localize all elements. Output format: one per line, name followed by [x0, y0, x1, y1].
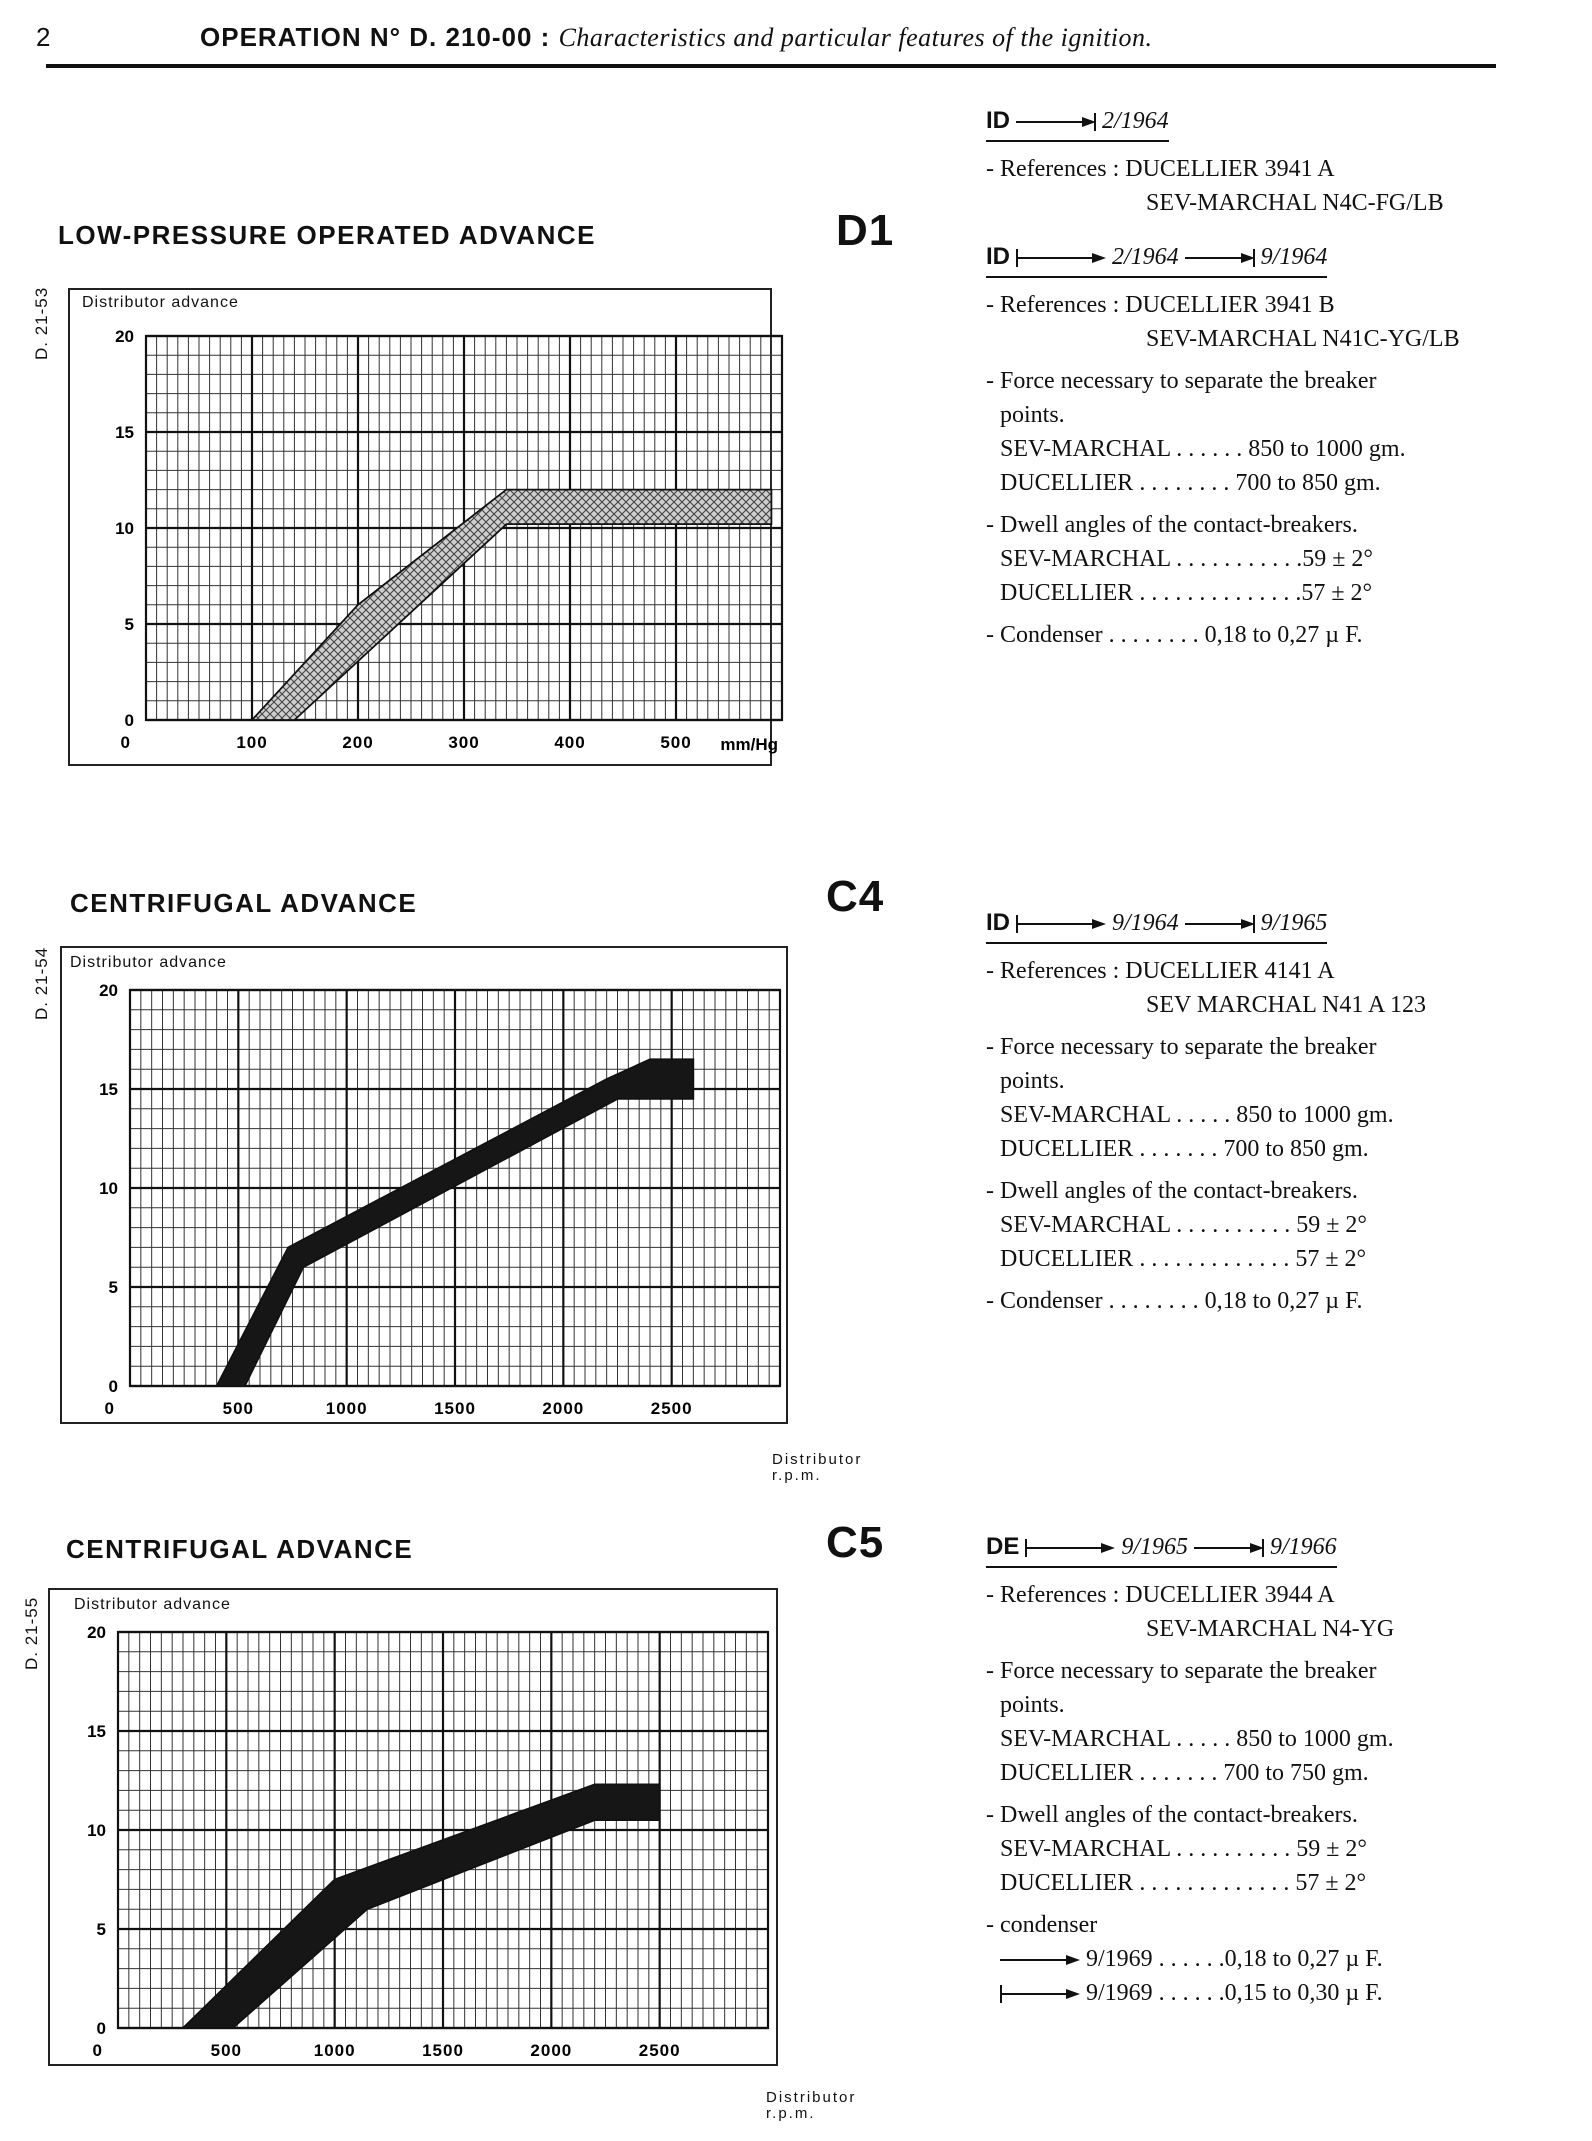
spec-subline: DUCELLIER . . . . . . . 700 to 850 gm.	[1000, 1136, 1369, 1162]
info-block-2	[986, 240, 1576, 652]
spec-subline: DUCELLIER . . . . . . . . 700 to 850 gm.	[1000, 470, 1381, 496]
chart-grid	[130, 990, 780, 1386]
y-tick-label: 10	[87, 1821, 106, 1840]
reference-period-underline	[986, 906, 1327, 944]
y-tick-label: 0	[108, 1377, 118, 1396]
arrow-icon	[1194, 1543, 1264, 1553]
spec-line: - condenser	[986, 1912, 1098, 1938]
section-code-d1: D1	[836, 206, 895, 255]
x-tick-label: 0	[104, 1399, 114, 1418]
spec-line: - Force necessary to separate the breaker	[986, 368, 1377, 394]
x-tick-label: 1500	[422, 2041, 464, 2060]
x-tick-label: 2000	[542, 1399, 585, 1418]
chart-c5	[50, 1590, 776, 2064]
info-block-4	[986, 1530, 1576, 2010]
reference-period	[986, 906, 1576, 944]
section-code-c5: C5	[826, 1518, 885, 1567]
chart-xlabel-c5: Distributor r.p.m.	[766, 2089, 857, 2122]
reference-period-underline	[986, 1530, 1337, 1568]
date-to: 9/1964	[1254, 244, 1328, 270]
date-to: 9/1966	[1264, 1534, 1337, 1560]
spec-subline: SEV MARCHAL N41 A 123	[1146, 992, 1427, 1018]
section-code-c4: C4	[826, 872, 885, 921]
section-title-c4: CENTRIFUGAL ADVANCE	[70, 888, 418, 918]
y-tick-label: 20	[87, 1623, 106, 1642]
x-unit-label: mm/Hg	[720, 735, 778, 754]
side-label-c5: D. 21-55	[22, 1596, 41, 1670]
x-tick-label: 200	[342, 733, 374, 752]
spec-line: - Dwell angles of the contact-breakers.	[986, 512, 1358, 538]
y-tick-label: 10	[99, 1179, 118, 1198]
x-tick-label: 2000	[530, 2041, 573, 2060]
chart-ylabel-c4: Distributor advance	[70, 954, 227, 971]
spec-subline: SEV-MARCHAL . . . . . 850 to 1000 gm.	[1000, 1726, 1394, 1752]
condenser-spec	[986, 1942, 1576, 1976]
spec-line: - References : DUCELLIER 3944 A	[986, 1582, 1335, 1608]
x-tick-label: 400	[554, 733, 586, 752]
page-subtitle: Characteristics and particular features of the ignition.	[558, 23, 1153, 52]
spec-subline: SEV-MARCHAL . . . . . . . . . . 59 ± 2°	[1000, 1212, 1368, 1238]
arrow-icon	[1025, 1543, 1115, 1553]
condenser-value: 9/1969 . . . . . .0,15 to 0,30 µ F.	[1080, 1980, 1383, 2006]
spec-line: - Condenser . . . . . . . . 0,18 to 0,27 µ F.	[986, 622, 1363, 648]
chart-box-c5	[48, 1588, 778, 2066]
x-tick-label: 500	[660, 733, 692, 752]
chart-grid	[118, 1632, 768, 2028]
spec-subline: points.	[1000, 1692, 1065, 1718]
side-label-c4: D. 21-54	[32, 946, 51, 1020]
y-tick-label: 10	[115, 519, 134, 538]
model-id: DE	[986, 1533, 1020, 1560]
chart-d1	[70, 290, 778, 764]
x-tick-label: 1000	[325, 1399, 368, 1418]
arrow-icon	[1016, 919, 1106, 929]
x-tick-label: 0	[92, 2041, 102, 2060]
chart-box-d1	[68, 288, 778, 766]
header-rule	[46, 64, 1496, 68]
reference-period	[986, 1530, 1576, 1568]
x-tick-label: 300	[448, 733, 480, 752]
info-block-1	[986, 104, 1576, 220]
chart-box-c4	[60, 946, 788, 1424]
spec-subline: DUCELLIER . . . . . . . 700 to 750 gm.	[1000, 1760, 1369, 1786]
date-to: 2/1964	[1096, 108, 1169, 134]
y-tick-label: 20	[115, 327, 134, 346]
y-tick-label: 15	[99, 1080, 118, 1099]
reference-period-underline	[986, 240, 1327, 278]
spec-subline: SEV-MARCHAL N4C-FG/LB	[1146, 190, 1444, 216]
spec-subline: SEV-MARCHAL . . . . . 850 to 1000 gm.	[1000, 1102, 1394, 1128]
spec-line: - References : DUCELLIER 3941 B	[986, 292, 1335, 318]
reference-period-underline	[986, 104, 1169, 142]
condenser-value: 9/1969 . . . . . .0,18 to 0,27 µ F.	[1080, 1946, 1383, 1972]
spec-line: - Dwell angles of the contact-breakers.	[986, 1802, 1358, 1828]
arrow-icon	[1016, 117, 1096, 127]
chart-ylabel-d1: Distributor advance	[82, 294, 239, 311]
x-tick-label: 100	[236, 733, 268, 752]
reference-period	[986, 104, 1576, 142]
spec-subline: points.	[1000, 1068, 1065, 1094]
arrow-icon	[1000, 1989, 1080, 1999]
spec-line: - References : DUCELLIER 4141 A	[986, 958, 1335, 984]
spec-subline: points.	[1000, 402, 1065, 428]
y-tick-label: 5	[124, 615, 134, 634]
x-tick-label: 500	[210, 2041, 243, 2060]
spec-line: - Condenser . . . . . . . . 0,18 to 0,27 µ F.	[986, 1288, 1363, 1314]
spec-subline: SEV-MARCHAL . . . . . . . . . . .59 ± 2°	[1000, 546, 1374, 572]
spec-line: - Force necessary to separate the breaker	[986, 1034, 1377, 1060]
x-tick-label: 1000	[313, 2041, 356, 2060]
date-from: 9/1965	[1115, 1534, 1195, 1560]
model-id: ID	[986, 107, 1010, 134]
spec-subline: SEV-MARCHAL N41C-YG/LB	[1146, 326, 1460, 352]
y-tick-label: 15	[115, 423, 134, 442]
x-tick-label: 0	[120, 733, 130, 752]
date-to: 9/1965	[1254, 910, 1328, 936]
info-block-3	[986, 906, 1576, 1318]
operation-number: OPERATION N° D. 210-00 :	[200, 22, 551, 52]
x-tick-label: 2500	[650, 1399, 693, 1418]
arrow-icon	[1185, 253, 1255, 263]
condenser-spec	[986, 1976, 1576, 2010]
page-title	[200, 22, 1153, 53]
y-tick-label: 0	[124, 711, 134, 730]
x-tick-label: 500	[222, 1399, 255, 1418]
spec-subline: SEV-MARCHAL . . . . . . 850 to 1000 gm.	[1000, 436, 1406, 462]
model-id: ID	[986, 909, 1010, 936]
y-tick-label: 20	[99, 981, 118, 1000]
y-tick-label: 15	[87, 1722, 106, 1741]
spec-line: - Force necessary to separate the breaker	[986, 1658, 1377, 1684]
chart-ylabel-c5: Distributor advance	[74, 1596, 231, 1613]
y-tick-label: 0	[96, 2019, 106, 2038]
spec-line: - References : DUCELLIER 3941 A	[986, 156, 1335, 182]
x-tick-label: 1500	[434, 1399, 476, 1418]
page-number: 2	[36, 22, 51, 52]
y-tick-label: 5	[108, 1278, 118, 1297]
side-label-d1: D. 21-53	[32, 286, 51, 360]
section-title-c5: CENTRIFUGAL ADVANCE	[66, 1534, 414, 1564]
arrow-icon	[1016, 253, 1106, 263]
section-title-d1: LOW-PRESSURE OPERATED ADVANCE	[58, 220, 596, 250]
arrow-icon	[1000, 1955, 1080, 1965]
date-from: 2/1964	[1106, 244, 1185, 270]
y-tick-label: 5	[96, 1920, 106, 1939]
model-id: ID	[986, 243, 1010, 270]
spec-subline: DUCELLIER . . . . . . . . . . . . . .57 ± 2°	[1000, 580, 1373, 606]
spec-subline: DUCELLIER . . . . . . . . . . . . . 57 ± 2°	[1000, 1870, 1367, 1896]
arrow-icon	[1185, 919, 1255, 929]
spec-subline: SEV-MARCHAL N4-YG	[1146, 1616, 1395, 1642]
chart-c4	[62, 948, 786, 1422]
chart-xlabel-c4: Distributor r.p.m.	[772, 1451, 863, 1484]
date-from: 9/1964	[1106, 910, 1185, 936]
spec-line: - Dwell angles of the contact-breakers.	[986, 1178, 1358, 1204]
reference-period	[986, 240, 1576, 278]
spec-subline: DUCELLIER . . . . . . . . . . . . . 57 ± 2°	[1000, 1246, 1367, 1272]
x-tick-label: 2500	[638, 2041, 681, 2060]
spec-subline: SEV-MARCHAL . . . . . . . . . . 59 ± 2°	[1000, 1836, 1368, 1862]
